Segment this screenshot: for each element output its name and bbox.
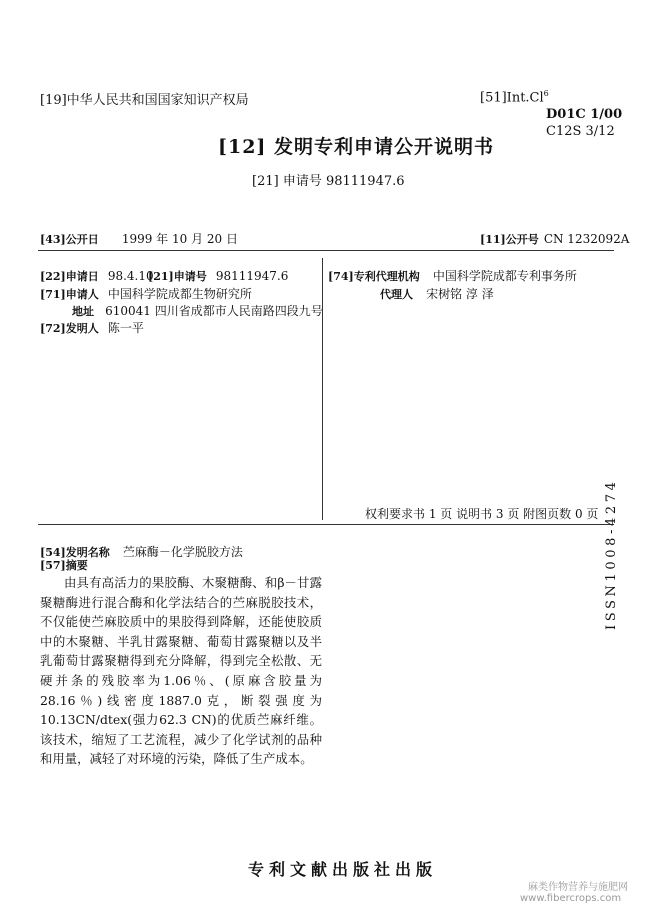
application-number: [21] 申请号 98111947.6 [252, 174, 405, 189]
watermark-url: www.fibercrops.com [520, 893, 622, 904]
application-number-field: [21]申请号 98111947.6 [148, 269, 289, 283]
issn-number: ISSN1008-4274 [604, 478, 619, 630]
publication-date: [43]公开日 1999 年 10 月 20 日 [40, 232, 238, 246]
divider-bottom [38, 524, 614, 525]
divider-vertical [322, 258, 323, 520]
patent-agent: 代理人 宋树铭 淳 泽 [380, 287, 494, 301]
issuing-office: [19]中华人民共和国国家知识产权局 [40, 93, 249, 108]
inventor: [72]发明人 陈一平 [40, 321, 144, 335]
abstract-label: [57]摘要 [40, 559, 88, 572]
publisher-footer: 专利文献出版社出版 [248, 860, 438, 879]
invention-title: [54]发明名称 苎麻酶－化学脱胶方法 [40, 545, 243, 559]
intcl-label: [51]Int.Cl$^6$ [480, 89, 549, 106]
classification-secondary: C12S 3/12 [546, 124, 615, 139]
filing-date: [22]申请日 98.4.10 [40, 269, 154, 283]
applicant: [71]申请人 中国科学院成都生物研究所 [40, 287, 252, 301]
abstract-text: 由具有高活力的果胶酶、木聚糖酶、和β－甘露聚糖酶进行混合酶和化学法结合的苎麻脱胶技术，不仅能使苎麻胶质中的果胶得到降解，还能使胶质中的木聚糖、半乳甘露聚糖、葡萄甘露聚糖以及半乳葡萄甘露聚糖得到充分降解，得到完全松散、无硬并条的残胶率为1.06％、(原麻含胶量为28.16％)线密度1887.0克，断裂强度为10.13CN/dtex(强力62.3 CN)的优质苎麻纤维。该技术，缩短了工艺流程，减少了化学试剂的品种和用量，减轻了对环境的污染，降低了生产成本。 [40, 575, 322, 767]
patent-agency: [74]专利代理机构 中国科学院成都专利事务所 [328, 269, 577, 283]
applicant-address: 地址 610041 四川省成都市人民南路四段九号 [72, 304, 323, 318]
publication-number: [11]公开号 CN 1232092A [480, 232, 630, 246]
document-title: [12] 发明专利申请公开说明书 [218, 136, 495, 158]
page-counts: 权利要求书 1 页 说明书 3 页 附图页数 0 页 [365, 507, 599, 521]
watermark-title: 麻类作物营养与施肥网 [528, 882, 628, 893]
divider-top [38, 250, 614, 251]
classification-primary: D01C 1/00 [546, 107, 623, 122]
